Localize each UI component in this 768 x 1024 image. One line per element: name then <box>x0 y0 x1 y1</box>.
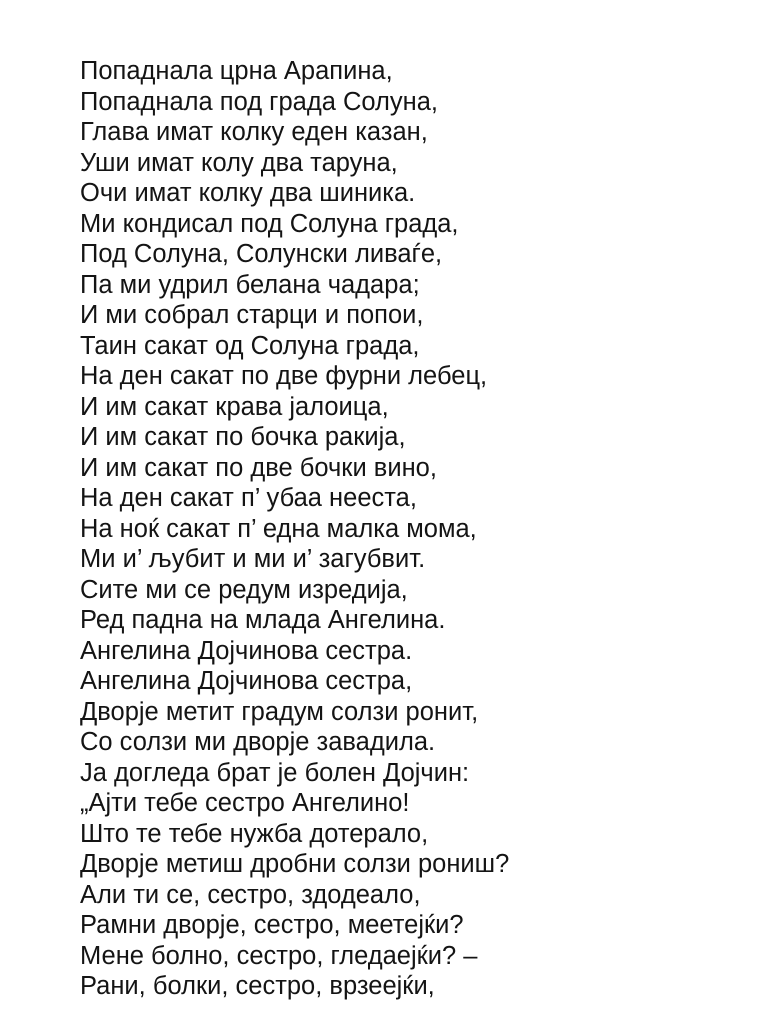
poem-line: И им сакат по бочка ракија, <box>80 423 406 451</box>
poem-line: „Ајти тебе сестро Ангелино! <box>80 789 410 817</box>
poem-line: Мене болно, сестро, гледаејќи? – <box>80 941 478 970</box>
poem-line: Таин сакат од Солуна града, <box>80 331 420 360</box>
poem-line: Ја догледа брат је болен Дојчин: <box>80 758 470 787</box>
poem-line: Очи имат колку два шиника. <box>80 179 416 207</box>
poem-line: Попаднала под града Солуна, <box>80 87 439 116</box>
poem-line: Попаднала црна Арапина, <box>80 57 393 85</box>
poem-line: На ден сакат по две фурни лебец, <box>80 362 488 390</box>
poem-line: Дворје метит градум солзи ронит, <box>80 697 479 726</box>
poem-line: Рани, болки, сестро, врзеејќи, <box>80 972 435 1000</box>
poem-line: Али ти се, сестро, здодеало, <box>80 880 421 909</box>
poem-line: Ангелина Дојчинова сестра, <box>80 667 413 695</box>
poem-line: Дворје метиш дробни солзи рониш? <box>80 850 510 878</box>
poem-line: Глава имат колку еден казан, <box>80 118 428 146</box>
poem-line: Ми кондисал под Солуна града, <box>80 209 459 238</box>
poem-line: Ангелина Дојчинова сестра. <box>80 636 413 665</box>
poem-line: И ми собрал старци и попои, <box>80 301 424 329</box>
poem-line: Што те тебе нужба дотерало, <box>80 819 429 848</box>
poem-line: И им сакат крава јалоица, <box>80 392 389 421</box>
poem-line: Под Солуна, Солунски ливаѓе, <box>80 240 443 268</box>
poem-line: На ноќ сакат п’ една малка мома, <box>80 514 477 543</box>
poem-line: Сите ми се редум изредија, <box>80 575 408 604</box>
poem-line: Ми и’ љубит и ми и’ загубвит. <box>80 545 426 573</box>
poem-text <box>80 56 509 1002</box>
poem-line: Ред падна на млада Ангелина. <box>80 606 446 634</box>
poem-line: Уши имат колу два таруна, <box>80 148 398 177</box>
poem-line: Па ми удрил белана чадара; <box>80 270 420 299</box>
poem-line: Рамни дворје, сестро, меетејќи? <box>80 911 464 939</box>
poem-line: Со солзи ми дворје завадила. <box>80 728 436 756</box>
poem-line: На ден сакат п’ убаа нееста, <box>80 484 417 512</box>
poem-line: И им сакат по две бочки вино, <box>80 453 437 482</box>
